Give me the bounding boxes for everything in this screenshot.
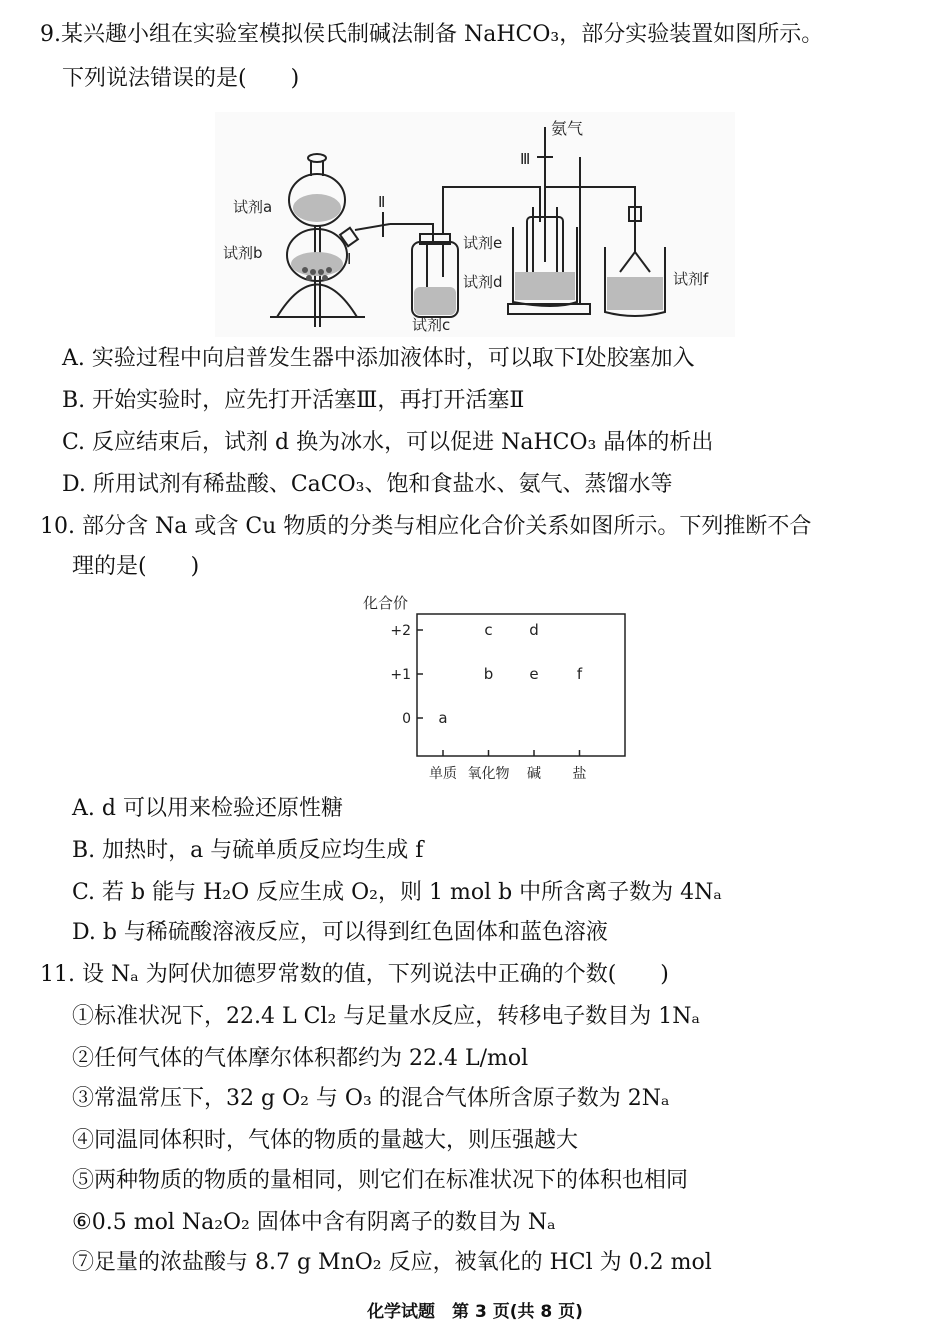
q10-option-a: A. d 可以用来检验还原性糖: [72, 796, 343, 821]
q11-statement-4: ④同温同体积时，气体的物质的量越大，则压强越大: [72, 1128, 579, 1153]
point-label-b: b: [483, 665, 494, 683]
x-tick-label: 碱: [527, 766, 541, 782]
label-valve-3: Ⅲ: [520, 150, 531, 168]
q10-option-c: C. 若 b 能与 H₂O 反应生成 O₂，则 1 mol b 中所含离子数为 4Nₐ: [72, 880, 722, 905]
q9-option-a: A. 实验过程中向启普发生器中添加液体时，可以取下Ⅰ处胶塞加入: [62, 346, 695, 371]
q9-option-d: D. 所用试剂有稀盐酸、CaCO₃、饱和食盐水、氨气、蒸馏水等: [62, 472, 673, 497]
x-tick-label: 氧化物: [467, 766, 510, 782]
y-tick-label: +2: [390, 623, 411, 639]
q9-option-b: B. 开始实验时，应先打开活塞Ⅲ，再打开活塞Ⅱ: [62, 388, 525, 413]
x-tick-label: 盐: [572, 766, 587, 782]
q11-statement-3: ③常温常压下，32 g O₂ 与 O₃ 的混合气体所含原子数为 2Nₐ: [72, 1086, 670, 1111]
q9-stem-line2: 下列说法错误的是( ): [62, 66, 300, 91]
q10-option-d: D. b 与稀硫酸溶液反应，可以得到红色固体和蓝色溶液: [72, 920, 608, 945]
q11-statement-1: ①标准状况下，22.4 L Cl₂ 与足量水反应，转移电子数目为 1Nₐ: [72, 1004, 700, 1029]
label-valve-1: Ⅰ: [347, 250, 352, 268]
label-ammonia: 氨气: [551, 119, 584, 138]
q9-option-c: C. 反应结束后，试剂 d 换为冰水，可以促进 NaHCO₃ 晶体的析出: [62, 430, 714, 455]
label-reagent-a: 试剂a: [233, 198, 273, 216]
q10-option-b: B. 加热时，a 与硫单质反应均生成 f: [72, 838, 424, 863]
label-reagent-d: 试剂d: [463, 273, 503, 291]
chart-ylabel: 化合价: [363, 594, 409, 612]
y-tick-label: +1: [390, 667, 411, 683]
point-label-f: f: [576, 665, 583, 683]
q11-statement-7: ⑦足量的浓盐酸与 8.7 g MnO₂ 反应，被氧化的 HCl 为 0.2 mol: [72, 1250, 712, 1275]
q11-statement-5: ⑤两种物质的物质的量相同，则它们在标准状况下的体积也相同: [72, 1168, 689, 1193]
q11-stem: 11. 设 Nₐ 为阿伏加德罗常数的值，下列说法中正确的个数( ): [40, 962, 669, 987]
q9-stem-line1: 9.某兴趣小组在实验室模拟侯氏制碱法制备 NaHCO₃，部分实验装置如图所示。: [40, 22, 824, 47]
apparatus-figure: [215, 112, 735, 337]
chart-frame: [417, 614, 625, 756]
y-tick-label: 0: [402, 711, 411, 727]
label-reagent-e: 试剂e: [463, 234, 503, 252]
q10-stem-line2: 理的是( ): [72, 554, 200, 579]
x-tick-label: 单质: [429, 766, 457, 782]
point-label-e: e: [529, 665, 539, 683]
label-reagent-b: 试剂b: [223, 244, 263, 262]
label-reagent-c: 试剂c: [412, 316, 451, 334]
label-reagent-f: 试剂f: [673, 270, 709, 288]
valence-chart: [355, 588, 645, 788]
point-label-d: d: [529, 621, 539, 639]
q10-stem-line1: 10. 部分含 Na 或含 Cu 物质的分类与相应化合价关系如图所示。下列推断不合: [40, 514, 812, 539]
q11-statement-2: ②任何气体的气体摩尔体积都约为 22.4 L/mol: [72, 1046, 529, 1071]
page-footer: 化学试题 第 3 页(共 8 页): [367, 1302, 583, 1322]
point-label-c: c: [484, 621, 493, 639]
point-label-a: a: [438, 709, 448, 727]
label-valve-2: Ⅱ: [378, 193, 386, 211]
q11-statement-6: ⑥0.5 mol Na₂O₂ 固体中含有阴离子的数目为 Nₐ: [72, 1210, 556, 1235]
